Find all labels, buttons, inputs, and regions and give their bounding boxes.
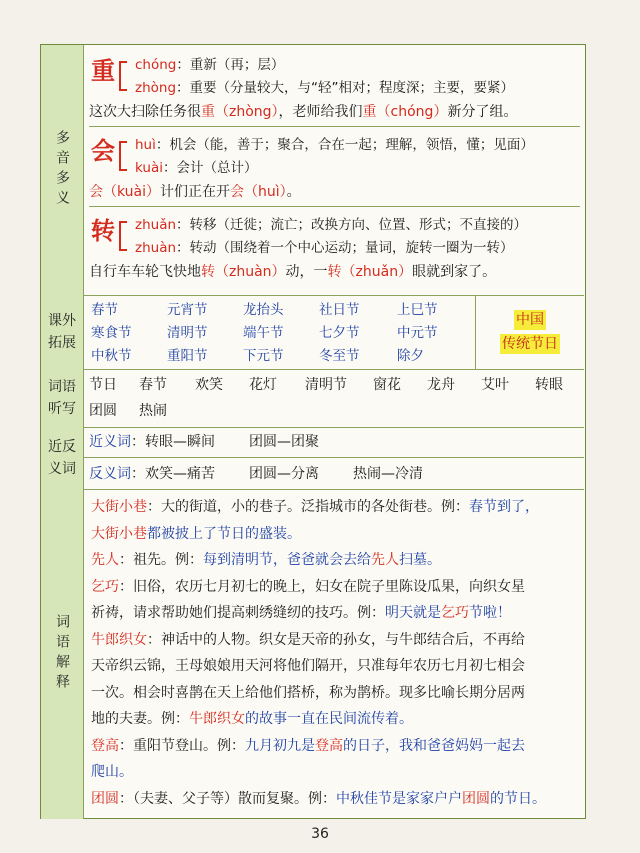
explanation-segment: 每到清明节，爸爸就会去给: [203, 552, 371, 568]
dictation-word: 清明节: [305, 377, 347, 393]
dictation-word: 艾叶: [481, 377, 509, 393]
festival-name: 龙抬头: [243, 302, 284, 318]
pinyin: zhòng: [135, 80, 177, 96]
example-segment: ，老师给我们: [278, 104, 363, 120]
explanation-segment: 团圆: [91, 790, 119, 807]
explanation-segment: 九月初九是: [245, 737, 315, 754]
festival-name: 七夕节: [319, 325, 360, 341]
explanation-segment: ：（夫妻、父子等）散而复聚。例：: [119, 790, 336, 807]
festival-name: 社日节: [319, 302, 360, 318]
study-table: [40, 44, 586, 819]
example-segment: （huì）: [244, 184, 287, 200]
reading-line: [135, 156, 257, 176]
explanation-section: [41, 489, 584, 819]
explanation-segment: 的节日。: [490, 790, 546, 807]
explanation-line: [91, 760, 576, 784]
explanation-segment: 扫墓。: [399, 552, 441, 568]
example-segment: 这次大扫除任务很: [89, 104, 201, 120]
explanation-segment: 爬山。: [91, 764, 133, 780]
festival-name: 上巳节: [397, 302, 438, 318]
explanation-line: [91, 628, 576, 652]
festival-name: 中秋节: [91, 348, 132, 364]
festival-name: 下元节: [243, 348, 284, 364]
example-segment: 动，一: [285, 264, 328, 280]
explanation-segment: 先人: [371, 552, 399, 568]
dictation-word: 花灯: [249, 377, 277, 393]
example-segment: （kuài）: [103, 184, 161, 200]
dictation-word: 转眼: [535, 377, 563, 393]
synonym-antonym-section: [41, 427, 584, 490]
reading-line: [135, 236, 514, 256]
example-segment: 重: [201, 104, 215, 120]
dictation-word: 欢笑: [195, 377, 223, 393]
page-number: 36: [311, 826, 329, 842]
extension-section: [41, 295, 584, 370]
dictation-label: 词语 听写: [41, 369, 84, 427]
highlight-traditional-festivals: 传统节日: [502, 336, 558, 352]
dictation-word: 热闹: [139, 403, 167, 419]
explanation-line: [91, 548, 576, 572]
festival-grid: [89, 295, 584, 369]
explanation-line: [91, 787, 576, 811]
example-segment: 自行车车轮飞快地: [89, 264, 201, 280]
pinyin: zhuǎn: [135, 217, 177, 233]
brace-mark: [119, 221, 127, 251]
pinyin: kuài: [135, 160, 163, 176]
dictation-word: 春节: [139, 377, 167, 393]
explanation-segment: ：神话中的人物。织女是天帝的孙女，与牛郎结合后，不再给: [147, 631, 525, 648]
example-sentence: [89, 101, 517, 121]
explanation-segment: ：重阳节登山。例：: [119, 737, 245, 754]
reading-line: [135, 213, 527, 233]
dictation-word: 窗花: [373, 377, 401, 393]
reading-line: [135, 76, 514, 96]
polyphone-label: 多音多义: [41, 45, 84, 295]
definition: ：会计（总计）: [162, 160, 258, 176]
explanation-line: [91, 575, 576, 599]
explanation-segment: 的故事一直在民间流传着。: [245, 711, 413, 727]
explanation-line: [91, 601, 576, 625]
example-segment: 转: [327, 264, 342, 280]
example-segment: 转: [201, 264, 215, 280]
explanation-segment: 牛郎织女: [189, 711, 245, 727]
brace-mark: [119, 61, 127, 91]
dictation-section: [41, 369, 584, 428]
dictation-word: 团圆: [89, 403, 117, 419]
reading-line: [135, 53, 284, 73]
extension-label: 课外 拓展: [41, 295, 84, 369]
example-segment: （zhuǎn）: [341, 264, 413, 280]
festival-name: 清明节: [167, 325, 208, 341]
synonym-antonym-label: 近反 义词: [41, 427, 84, 489]
example-segment: 会: [89, 184, 103, 200]
festival-name: 寒食节: [91, 325, 132, 341]
explanation-segment: 节啦！: [469, 605, 511, 621]
example-segment: 计们正在开: [160, 184, 231, 200]
explanation-segment: 大街小巷: [91, 525, 147, 542]
highlight-china: 中国: [516, 312, 544, 328]
explanation-content: [87, 489, 580, 819]
example-segment: 新分了组。: [447, 104, 518, 120]
explanation-segment: 都被披上了节日的盛装。: [147, 525, 301, 542]
antonym-line: 反义词：欢笑—痛苦 团圆—分离 热闹—冷清: [89, 466, 423, 482]
festival-name: 除夕: [397, 348, 424, 364]
explanation-segment: ：大的街道，小的巷子。泛指城市的各处街巷。例：: [147, 499, 469, 515]
explanation-segment: 明天就是: [385, 605, 441, 621]
explanation-line: [91, 707, 576, 731]
example-segment: 眼就到家了。: [412, 264, 497, 280]
example-segment: （chóng）: [376, 104, 448, 120]
pinyin: chóng: [135, 57, 177, 73]
polyphone-entry: [89, 209, 580, 295]
polyphone-char: 重: [91, 57, 115, 85]
brace-mark: [119, 141, 127, 171]
entry-divider: [89, 206, 580, 207]
festival-name: 重阳节: [167, 348, 208, 364]
polyphone-entry: [89, 49, 580, 129]
dictation-word: 龙舟: [427, 377, 455, 393]
example-segment: 重: [362, 104, 377, 120]
reading-line: [135, 133, 534, 153]
explanation-segment: 牛郎织女: [91, 631, 147, 648]
synonym-line: 近义词：转眼—瞬间 团圆—团聚: [89, 434, 319, 450]
explanation-segment: 先人: [91, 552, 119, 568]
definition: ：转移（迁徙；流亡；改换方向、位置、形式；不直接的）: [176, 217, 528, 233]
festival-name: 端午节: [243, 325, 284, 341]
explanation-line: [91, 681, 576, 705]
example-sentence: [89, 261, 496, 281]
explanation-segment: ：旧俗，农历七月初七的晚上，妇女在院子里陈设瓜果，向织女星: [119, 578, 525, 595]
explanation-line: [91, 495, 576, 519]
example-segment: 。: [286, 184, 301, 200]
festival-name: 冬至节: [319, 348, 360, 364]
explanation-segment: 天帝织云锦，王母娘娘用天河将他们隔开，只准每年农历七月初七相会: [91, 658, 525, 674]
entry-divider: [89, 126, 580, 127]
explanation-segment: 中秋佳节是家家户户: [336, 790, 462, 807]
dictation-word: 节日: [89, 377, 117, 393]
example-segment: 会: [230, 184, 245, 200]
explanation-segment: 团圆: [462, 790, 490, 807]
polyphone-section: [41, 45, 584, 296]
example-segment: （zhòng）: [215, 104, 279, 120]
festival-name: 元宵节: [167, 302, 208, 318]
explanation-segment: 登高: [315, 737, 343, 754]
definition: ：重新（再；层）: [176, 57, 285, 73]
polyphone-char: 转: [91, 217, 115, 245]
pinyin: huì: [135, 137, 156, 153]
explanation-segment: 地的夫妻。例：: [91, 711, 189, 727]
explanation-segment: 祈祷，请求帮助她们提高刺绣缝纫的技巧。例：: [91, 605, 385, 621]
polyphone-entry: [89, 129, 580, 209]
festival-name: 中元节: [397, 325, 438, 341]
synonym-divider: [83, 457, 584, 458]
polyphone-char: 会: [91, 137, 115, 165]
explanation-line: [91, 522, 576, 546]
explanation-segment: 乞巧: [91, 578, 119, 595]
explanation-segment: 大街小巷: [91, 499, 147, 515]
explanation-line: [91, 654, 576, 678]
polyphone-content: [89, 45, 580, 295]
definition: ：重要（分量较大，与“轻”相对；程度深；主要，要紧）: [176, 80, 515, 96]
festival-name: 春节: [91, 302, 118, 318]
pinyin: zhuàn: [135, 240, 177, 256]
definition: ：机会（能，善于；聚合，合在一起；理解，领悟，懂；见面）: [155, 137, 534, 153]
festival-side-note: [475, 295, 584, 369]
explanation-label: 词语解释: [41, 489, 84, 819]
example-segment: （zhuàn）: [215, 264, 286, 280]
definition: ：转动（围绕着一个中心运动；量词，旋转一圈为一转）: [176, 240, 514, 256]
explanation-line: [91, 734, 576, 758]
explanation-segment: 登高: [91, 737, 119, 754]
explanation-segment: 的日子，我和爸爸妈妈一起去: [343, 737, 525, 754]
explanation-segment: 一次。相会时喜鹊在天上给他们搭桥，称为鹊桥。现多比喻长期分居两: [91, 684, 525, 701]
explanation-segment: 春节到了，: [469, 499, 539, 515]
example-sentence: [89, 181, 301, 201]
explanation-segment: 乞巧: [441, 605, 469, 621]
dictation-words: [89, 369, 580, 427]
synonym-antonym-content: [83, 427, 584, 489]
explanation-segment: ：祖先。例：: [119, 552, 203, 568]
